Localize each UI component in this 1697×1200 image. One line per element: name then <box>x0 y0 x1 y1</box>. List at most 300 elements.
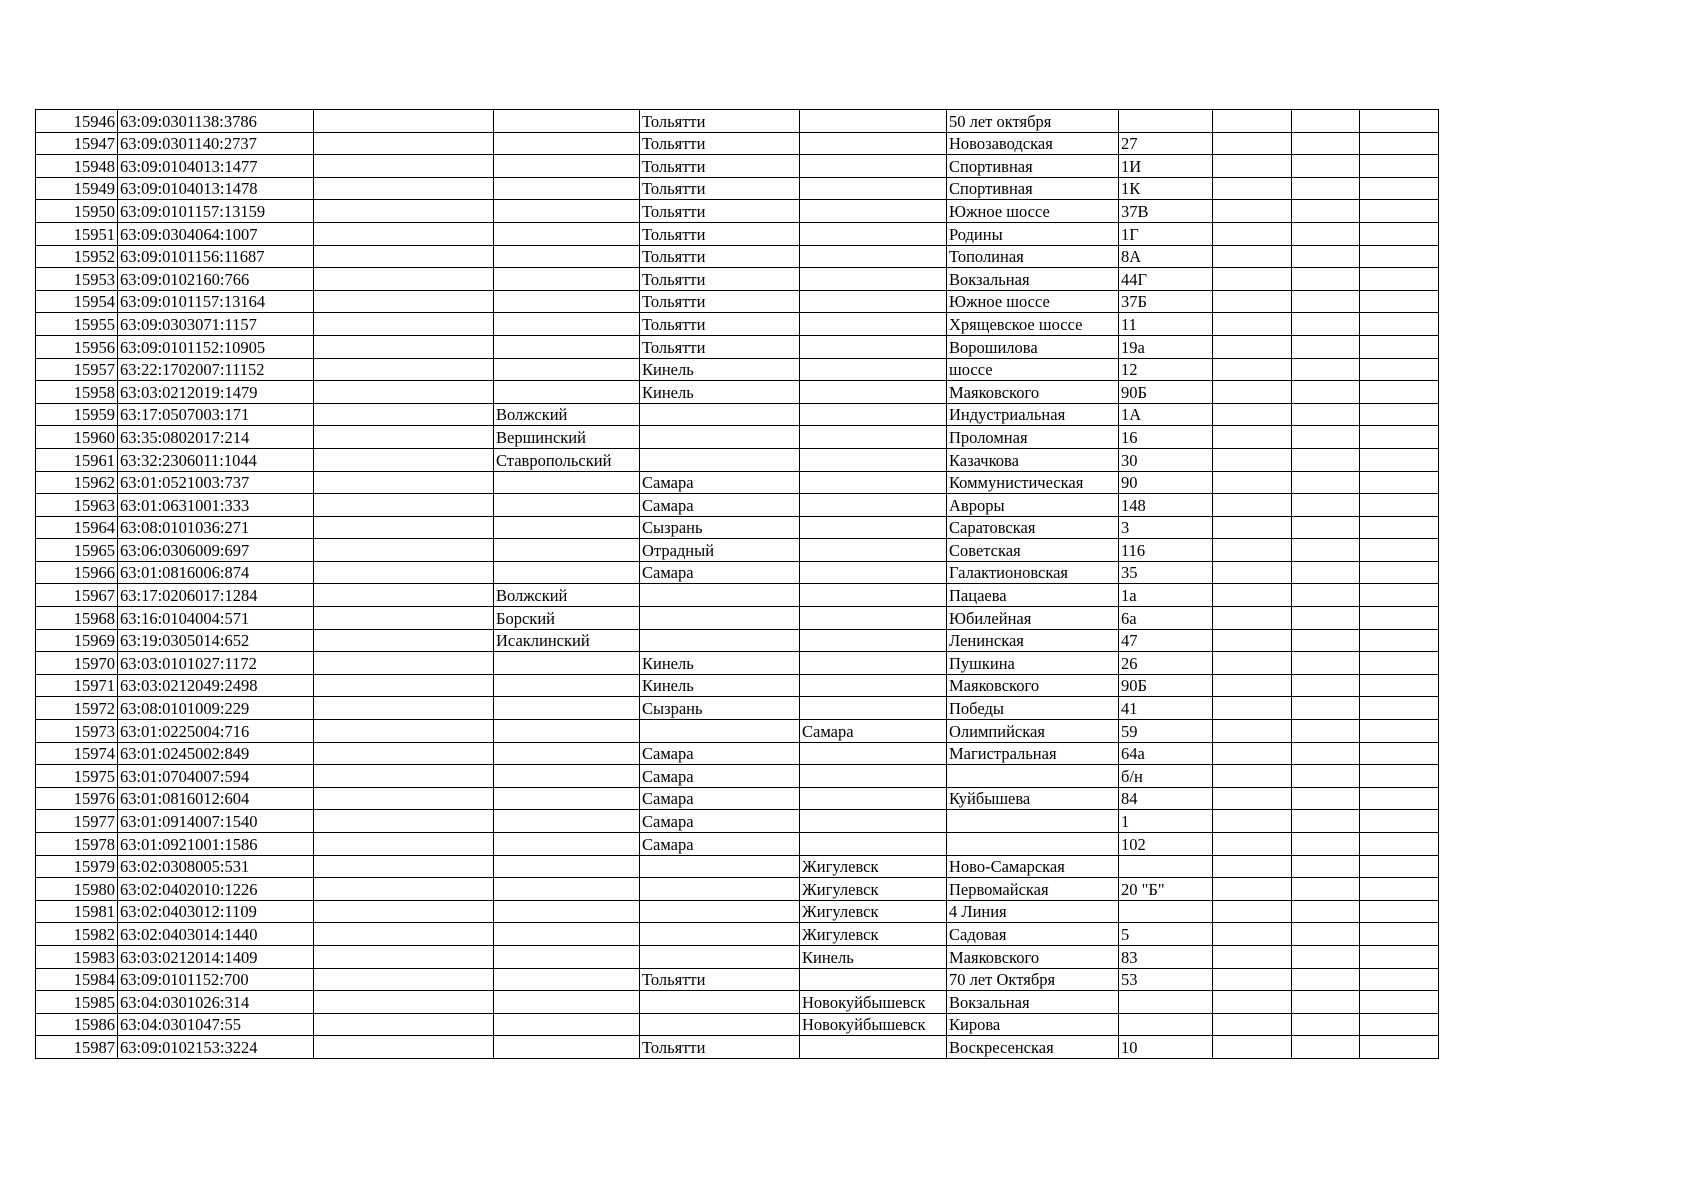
street-cell: Спортивная <box>947 155 1119 178</box>
city-cell: Тольятти <box>640 200 800 223</box>
row-number-cell: 15950 <box>36 200 118 223</box>
col-9-cell <box>1213 561 1292 584</box>
street-cell: Первомайская <box>947 878 1119 901</box>
settlement-cell <box>800 268 947 291</box>
house-number-cell: 47 <box>1119 629 1213 652</box>
cadastral-number-cell: 63:03:0212014:1409 <box>118 945 314 968</box>
col-3-cell <box>314 403 494 426</box>
row-number-cell: 15983 <box>36 945 118 968</box>
district-cell <box>494 968 640 991</box>
col-11-cell <box>1360 765 1439 788</box>
col-10-cell <box>1292 607 1360 630</box>
street-cell: Саратовская <box>947 516 1119 539</box>
district-cell: Исаклинский <box>494 629 640 652</box>
city-cell: Тольятти <box>640 155 800 178</box>
col-9-cell <box>1213 923 1292 946</box>
col-10-cell <box>1292 652 1360 675</box>
table-row <box>36 720 1439 743</box>
col-10-cell <box>1292 855 1360 878</box>
settlement-cell <box>800 426 947 449</box>
cadastral-number-cell: 63:01:0816012:604 <box>118 787 314 810</box>
settlement-cell <box>800 132 947 155</box>
row-number-cell: 15968 <box>36 607 118 630</box>
house-number-cell: 1И <box>1119 155 1213 178</box>
street-cell <box>947 765 1119 788</box>
col-10-cell <box>1292 516 1360 539</box>
col-9-cell <box>1213 335 1292 358</box>
cadastral-number-cell: 63:17:0206017:1284 <box>118 584 314 607</box>
house-number-cell: 19а <box>1119 335 1213 358</box>
col-3-cell <box>314 358 494 381</box>
cadastral-number-cell: 63:09:0101152:700 <box>118 968 314 991</box>
col-11-cell <box>1360 539 1439 562</box>
district-cell <box>494 742 640 765</box>
street-cell: Маяковского <box>947 381 1119 404</box>
row-number-cell: 15958 <box>36 381 118 404</box>
district-cell: Вершинский <box>494 426 640 449</box>
cadastral-number-cell: 63:06:0306009:697 <box>118 539 314 562</box>
table-row <box>36 516 1439 539</box>
row-number-cell: 15972 <box>36 697 118 720</box>
table-row <box>36 855 1439 878</box>
house-number-cell: 90 <box>1119 471 1213 494</box>
district-cell <box>494 765 640 788</box>
col-10-cell <box>1292 448 1360 471</box>
district-cell <box>494 222 640 245</box>
cadastral-number-cell: 63:01:0914007:1540 <box>118 810 314 833</box>
settlement-cell <box>800 403 947 426</box>
table-row <box>36 1013 1439 1036</box>
district-cell <box>494 335 640 358</box>
district-cell <box>494 155 640 178</box>
house-number-cell: 11 <box>1119 313 1213 336</box>
house-number-cell: 16 <box>1119 426 1213 449</box>
house-number-cell: 83 <box>1119 945 1213 968</box>
row-number-cell: 15952 <box>36 245 118 268</box>
row-number-cell: 15973 <box>36 720 118 743</box>
row-number-cell: 15979 <box>36 855 118 878</box>
table-row <box>36 539 1439 562</box>
cadastral-number-cell: 63:03:0212019:1479 <box>118 381 314 404</box>
row-number-cell: 15953 <box>36 268 118 291</box>
street-cell: Спортивная <box>947 177 1119 200</box>
house-number-cell <box>1119 991 1213 1014</box>
street-cell: Садовая <box>947 923 1119 946</box>
col-10-cell <box>1292 335 1360 358</box>
col-3-cell <box>314 290 494 313</box>
col-10-cell <box>1292 245 1360 268</box>
city-cell <box>640 991 800 1014</box>
city-cell: Кинель <box>640 358 800 381</box>
col-11-cell <box>1360 674 1439 697</box>
col-10-cell <box>1292 494 1360 517</box>
cadastral-number-cell: 63:08:0101009:229 <box>118 697 314 720</box>
col-3-cell <box>314 426 494 449</box>
city-cell <box>640 426 800 449</box>
settlement-cell <box>800 335 947 358</box>
col-10-cell <box>1292 923 1360 946</box>
city-cell: Тольятти <box>640 110 800 133</box>
col-3-cell <box>314 765 494 788</box>
col-11-cell <box>1360 110 1439 133</box>
row-number-cell: 15959 <box>36 403 118 426</box>
house-number-cell: б/н <box>1119 765 1213 788</box>
col-3-cell <box>314 155 494 178</box>
col-9-cell <box>1213 607 1292 630</box>
col-9-cell <box>1213 629 1292 652</box>
settlement-cell <box>800 494 947 517</box>
table-row <box>36 494 1439 517</box>
district-cell <box>494 855 640 878</box>
col-3-cell <box>314 742 494 765</box>
table-row <box>36 674 1439 697</box>
district-cell <box>494 516 640 539</box>
col-11-cell <box>1360 878 1439 901</box>
col-3-cell <box>314 381 494 404</box>
col-9-cell <box>1213 426 1292 449</box>
col-3-cell <box>314 584 494 607</box>
cadastral-number-cell: 63:09:0101157:13164 <box>118 290 314 313</box>
row-number-cell: 15965 <box>36 539 118 562</box>
street-cell: 70 лет Октября <box>947 968 1119 991</box>
street-cell: Юбилейная <box>947 607 1119 630</box>
col-10-cell <box>1292 900 1360 923</box>
house-number-cell: 90Б <box>1119 674 1213 697</box>
col-10-cell <box>1292 968 1360 991</box>
settlement-cell <box>800 674 947 697</box>
cadastral-number-cell: 63:22:1702007:11152 <box>118 358 314 381</box>
cadastral-number-cell: 63:09:0101157:13159 <box>118 200 314 223</box>
col-9-cell <box>1213 968 1292 991</box>
district-cell <box>494 110 640 133</box>
col-9-cell <box>1213 222 1292 245</box>
row-number-cell: 15963 <box>36 494 118 517</box>
col-9-cell <box>1213 110 1292 133</box>
col-10-cell <box>1292 177 1360 200</box>
city-cell: Тольятти <box>640 335 800 358</box>
col-3-cell <box>314 268 494 291</box>
col-9-cell <box>1213 403 1292 426</box>
table-row <box>36 765 1439 788</box>
row-number-cell: 15975 <box>36 765 118 788</box>
row-number-cell: 15970 <box>36 652 118 675</box>
house-number-cell: 12 <box>1119 358 1213 381</box>
row-number-cell: 15956 <box>36 335 118 358</box>
row-number-cell: 15948 <box>36 155 118 178</box>
col-11-cell <box>1360 381 1439 404</box>
col-10-cell <box>1292 629 1360 652</box>
col-11-cell <box>1360 900 1439 923</box>
cadastral-number-cell: 63:01:0816006:874 <box>118 561 314 584</box>
house-number-cell: 37В <box>1119 200 1213 223</box>
col-11-cell <box>1360 448 1439 471</box>
street-cell: Ворошилова <box>947 335 1119 358</box>
col-11-cell <box>1360 471 1439 494</box>
col-9-cell <box>1213 268 1292 291</box>
house-number-cell <box>1119 900 1213 923</box>
col-9-cell <box>1213 448 1292 471</box>
col-10-cell <box>1292 720 1360 743</box>
col-9-cell <box>1213 742 1292 765</box>
city-cell: Самара <box>640 765 800 788</box>
col-11-cell <box>1360 1036 1439 1059</box>
settlement-cell: Жигулевск <box>800 923 947 946</box>
col-10-cell <box>1292 110 1360 133</box>
col-9-cell <box>1213 539 1292 562</box>
settlement-cell: Жигулевск <box>800 900 947 923</box>
district-cell <box>494 697 640 720</box>
row-number-cell: 15985 <box>36 991 118 1014</box>
col-9-cell <box>1213 833 1292 856</box>
city-cell <box>640 448 800 471</box>
settlement-cell <box>800 313 947 336</box>
settlement-cell <box>800 584 947 607</box>
cadastral-number-cell: 63:09:0104013:1477 <box>118 155 314 178</box>
street-cell: Тополиная <box>947 245 1119 268</box>
col-11-cell <box>1360 697 1439 720</box>
street-cell: Вокзальная <box>947 991 1119 1014</box>
col-3-cell <box>314 652 494 675</box>
city-cell: Тольятти <box>640 1036 800 1059</box>
city-cell: Самара <box>640 494 800 517</box>
street-cell: Маяковского <box>947 945 1119 968</box>
settlement-cell <box>800 787 947 810</box>
house-number-cell <box>1119 855 1213 878</box>
house-number-cell: 5 <box>1119 923 1213 946</box>
row-number-cell: 15982 <box>36 923 118 946</box>
row-number-cell: 15961 <box>36 448 118 471</box>
house-number-cell: 59 <box>1119 720 1213 743</box>
col-11-cell <box>1360 155 1439 178</box>
cadastral-number-cell: 63:08:0101036:271 <box>118 516 314 539</box>
col-10-cell <box>1292 878 1360 901</box>
row-number-cell: 15964 <box>36 516 118 539</box>
district-cell: Волжский <box>494 584 640 607</box>
district-cell <box>494 674 640 697</box>
table-row <box>36 1036 1439 1059</box>
table-row <box>36 968 1439 991</box>
row-number-cell: 15946 <box>36 110 118 133</box>
district-cell <box>494 494 640 517</box>
col-3-cell <box>314 855 494 878</box>
col-10-cell <box>1292 426 1360 449</box>
col-10-cell <box>1292 561 1360 584</box>
city-cell: Самара <box>640 787 800 810</box>
street-cell: Пацаева <box>947 584 1119 607</box>
col-10-cell <box>1292 381 1360 404</box>
col-11-cell <box>1360 1013 1439 1036</box>
row-number-cell: 15962 <box>36 471 118 494</box>
col-11-cell <box>1360 810 1439 833</box>
city-cell <box>640 720 800 743</box>
city-cell <box>640 607 800 630</box>
cadastral-number-cell: 63:04:0301026:314 <box>118 991 314 1014</box>
street-cell: Новозаводская <box>947 132 1119 155</box>
col-3-cell <box>314 968 494 991</box>
district-cell <box>494 1036 640 1059</box>
house-number-cell: 1А <box>1119 403 1213 426</box>
city-cell <box>640 878 800 901</box>
table-row <box>36 991 1439 1014</box>
row-number-cell: 15986 <box>36 1013 118 1036</box>
col-10-cell <box>1292 403 1360 426</box>
row-number-cell: 15971 <box>36 674 118 697</box>
district-cell <box>494 1013 640 1036</box>
col-10-cell <box>1292 945 1360 968</box>
row-number-cell: 15978 <box>36 833 118 856</box>
col-9-cell <box>1213 900 1292 923</box>
col-10-cell <box>1292 697 1360 720</box>
cadastral-number-cell: 63:01:0704007:594 <box>118 765 314 788</box>
cadastral-number-cell: 63:02:0308005:531 <box>118 855 314 878</box>
district-cell <box>494 900 640 923</box>
col-3-cell <box>314 177 494 200</box>
table-row <box>36 177 1439 200</box>
row-number-cell: 15981 <box>36 900 118 923</box>
street-cell <box>947 810 1119 833</box>
city-cell: Сызрань <box>640 697 800 720</box>
district-cell <box>494 652 640 675</box>
city-cell: Кинель <box>640 381 800 404</box>
col-3-cell <box>314 810 494 833</box>
col-9-cell <box>1213 200 1292 223</box>
table-row <box>36 629 1439 652</box>
col-11-cell <box>1360 991 1439 1014</box>
settlement-cell: Новокуйбышевск <box>800 991 947 1014</box>
col-11-cell <box>1360 358 1439 381</box>
house-number-cell: 116 <box>1119 539 1213 562</box>
district-cell <box>494 177 640 200</box>
city-cell: Самара <box>640 833 800 856</box>
city-cell: Тольятти <box>640 132 800 155</box>
col-11-cell <box>1360 787 1439 810</box>
house-number-cell: 44Г <box>1119 268 1213 291</box>
col-9-cell <box>1213 720 1292 743</box>
col-11-cell <box>1360 968 1439 991</box>
district-cell <box>494 471 640 494</box>
col-3-cell <box>314 448 494 471</box>
settlement-cell: Новокуйбышевск <box>800 1013 947 1036</box>
cadastral-number-cell: 63:17:0507003:171 <box>118 403 314 426</box>
row-number-cell: 15976 <box>36 787 118 810</box>
row-number-cell: 15955 <box>36 313 118 336</box>
table-row <box>36 878 1439 901</box>
house-number-cell <box>1119 1013 1213 1036</box>
settlement-cell: Жигулевск <box>800 855 947 878</box>
settlement-cell <box>800 561 947 584</box>
city-cell: Тольятти <box>640 268 800 291</box>
col-9-cell <box>1213 697 1292 720</box>
street-cell: Родины <box>947 222 1119 245</box>
cadastral-table <box>35 109 1439 1059</box>
col-9-cell <box>1213 945 1292 968</box>
house-number-cell: 6а <box>1119 607 1213 630</box>
row-number-cell: 15967 <box>36 584 118 607</box>
cadastral-number-cell: 63:01:0521003:737 <box>118 471 314 494</box>
settlement-cell <box>800 539 947 562</box>
settlement-cell <box>800 629 947 652</box>
row-number-cell: 15960 <box>36 426 118 449</box>
street-cell: 4 Линия <box>947 900 1119 923</box>
col-11-cell <box>1360 720 1439 743</box>
col-11-cell <box>1360 629 1439 652</box>
settlement-cell <box>800 652 947 675</box>
house-number-cell: 64а <box>1119 742 1213 765</box>
street-cell: Кирова <box>947 1013 1119 1036</box>
cadastral-number-cell: 63:32:2306011:1044 <box>118 448 314 471</box>
street-cell: Победы <box>947 697 1119 720</box>
row-number-cell: 15949 <box>36 177 118 200</box>
table-row <box>36 335 1439 358</box>
settlement-cell <box>800 765 947 788</box>
city-cell: Тольятти <box>640 290 800 313</box>
col-11-cell <box>1360 403 1439 426</box>
col-3-cell <box>314 335 494 358</box>
col-10-cell <box>1292 132 1360 155</box>
col-3-cell <box>314 471 494 494</box>
street-cell: Коммунистическая <box>947 471 1119 494</box>
district-cell <box>494 358 640 381</box>
col-9-cell <box>1213 1036 1292 1059</box>
table-row <box>36 471 1439 494</box>
settlement-cell <box>800 968 947 991</box>
col-10-cell <box>1292 742 1360 765</box>
settlement-cell <box>800 833 947 856</box>
cadastral-number-cell: 63:09:0301138:3786 <box>118 110 314 133</box>
cadastral-number-cell: 63:09:0304064:1007 <box>118 222 314 245</box>
col-10-cell <box>1292 584 1360 607</box>
row-number-cell: 15977 <box>36 810 118 833</box>
district-cell <box>494 268 640 291</box>
house-number-cell: 148 <box>1119 494 1213 517</box>
col-11-cell <box>1360 177 1439 200</box>
col-9-cell <box>1213 494 1292 517</box>
street-cell: Воскресенская <box>947 1036 1119 1059</box>
street-cell: Пушкина <box>947 652 1119 675</box>
district-cell: Борский <box>494 607 640 630</box>
col-9-cell <box>1213 787 1292 810</box>
cadastral-number-cell: 63:01:0245002:849 <box>118 742 314 765</box>
cadastral-number-cell: 63:09:0101156:11687 <box>118 245 314 268</box>
table-row <box>36 222 1439 245</box>
house-number-cell: 53 <box>1119 968 1213 991</box>
cadastral-number-cell: 63:19:0305014:652 <box>118 629 314 652</box>
house-number-cell: 26 <box>1119 652 1213 675</box>
table-row <box>36 742 1439 765</box>
table-row <box>36 945 1439 968</box>
table-row <box>36 132 1439 155</box>
col-11-cell <box>1360 561 1439 584</box>
settlement-cell <box>800 697 947 720</box>
table-row <box>36 403 1439 426</box>
district-cell <box>494 381 640 404</box>
col-3-cell <box>314 1036 494 1059</box>
col-11-cell <box>1360 245 1439 268</box>
col-3-cell <box>314 833 494 856</box>
cadastral-number-cell: 63:02:0402010:1226 <box>118 878 314 901</box>
table-body <box>36 110 1439 1059</box>
street-cell: Ново-Самарская <box>947 855 1119 878</box>
street-cell: Авроры <box>947 494 1119 517</box>
col-10-cell <box>1292 539 1360 562</box>
district-cell <box>494 923 640 946</box>
col-9-cell <box>1213 674 1292 697</box>
street-cell: Куйбышева <box>947 787 1119 810</box>
district-cell <box>494 245 640 268</box>
city-cell: Самара <box>640 810 800 833</box>
settlement-cell: Кинель <box>800 945 947 968</box>
col-10-cell <box>1292 765 1360 788</box>
